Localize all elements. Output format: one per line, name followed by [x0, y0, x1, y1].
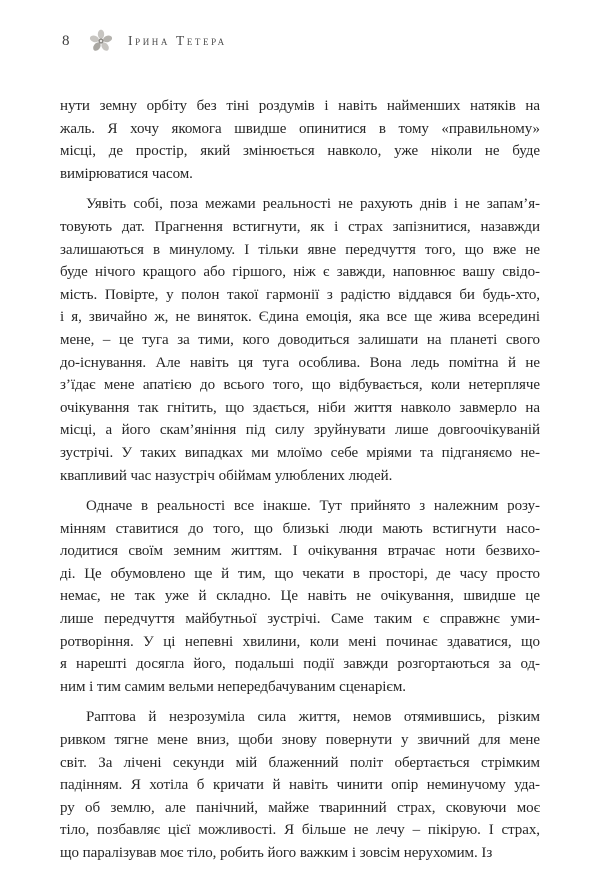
running-header — [62, 28, 538, 54]
text-line: залишаються в минулому. І тільки явне передчуття того, що вже не — [60, 241, 540, 258]
page-body — [60, 95, 540, 865]
paragraph — [60, 95, 540, 185]
text-line: вимірюватися часом. — [60, 165, 193, 182]
text-line: мене, – це туга за тими, кого доводиться залишати на планеті свого — [60, 331, 540, 348]
text-line: з’їдає мене апатією до всього того, що відбувається, коли нетерпляче — [60, 377, 540, 394]
text-line: Раптова й незрозуміла сила життя, немов отямившись, різким — [86, 709, 540, 726]
text-line: ривком тягне мене вниз, щоби знову повернути у звичний для мене — [60, 732, 540, 749]
text-line: падінням. Я хотіла б кричати й навіть чинити опір неминучому уда- — [60, 777, 540, 794]
text-line: немає, не так уже й складно. Це навіть не очікування, швидше це — [60, 588, 540, 605]
author-name: Ірина Тетера — [128, 33, 227, 48]
text-line: ді. Це обумовлено ще й тим, що чекати в просторі, де часу просто — [60, 565, 540, 582]
text-line: зустрічі. У таких випадках ми млоїмо себе мріями та підганяємо не- — [60, 444, 540, 461]
text-line: світ. За лічені секунди мій блаженний політ обертається стрімким — [60, 754, 540, 771]
text-line: очікування так гнітить, що здається, ніби життя навколо завмерло на — [60, 399, 540, 416]
page-number: 8 — [62, 32, 70, 49]
text-line: що паралізував моє тіло, робить його важким і зовсім нерухомим. Із — [60, 845, 493, 861]
paragraph — [60, 495, 540, 698]
text-line: тіло, позбавляє цієї можливості. Я більше не лечу – пікірую. І страх, — [60, 822, 540, 839]
text-line: лодитися своїм земним життям. І очікування втрачає ноти безвихо- — [60, 543, 540, 560]
text-line: мість. Повірте, у полон такої гармонії з радістю віддався би будь-хто, — [60, 286, 540, 303]
text-line: мінням ставитися до того, що близькі люди мають встигнути насо- — [60, 520, 540, 537]
text-line: Одначе в реальності все інакше. Тут прийнято з належним розу- — [86, 498, 540, 515]
text-line: нути земну орбіту без тіні роздумів і навіть найменших натяків на — [60, 98, 540, 114]
text-line: я нарешті досягла його, подальші події завжди розгортаються за од- — [60, 656, 540, 673]
text-line: ним і тим самим вельми непередбачуваним сценарієм. — [60, 678, 406, 695]
text-line: місці, де простір, який змінюється навколо, уже ніколи не буде — [60, 143, 540, 160]
text-line: квапливий час назустріч обіймам улюблених людей. — [60, 467, 393, 484]
text-line: лише передчуття майбутньої зустрічі. Саме таким є справжнє уми- — [60, 611, 540, 628]
text-line: ру об землю, але панічний, майже тваринний страх, сковуючи моє — [60, 799, 540, 816]
text-line: товують дат. Прагнення встигнути, як і страх запізнитися, назавжди — [60, 218, 540, 235]
text-line: жаль. Я хочу якомога швидше опинитися в тому «правильному» — [60, 120, 540, 137]
text-line: до-існування. Але навіть ця туга особлива. Вона ледь помітна й не — [60, 354, 540, 371]
text-line: місці, а його скам’яніння під силу зруйнувати лише довгоочікуваній — [60, 422, 540, 439]
flower-icon — [88, 28, 114, 54]
paragraph — [60, 706, 540, 864]
text-line: ротворіння. У ці непевні хвилини, коли мені починає здаватися, що — [60, 633, 540, 650]
text-line: і я, звичайно ж, не виняток. Єдина емоція, яка все ще жива всередині — [60, 309, 540, 326]
text-line: Уявіть собі, поза межами реальності не рахують днів і не запам’я- — [86, 196, 540, 213]
paragraph — [60, 193, 540, 487]
text-line: буде нічого кращого або гіршого, ніж є завжди, наповнює вашу свідо- — [60, 264, 540, 281]
